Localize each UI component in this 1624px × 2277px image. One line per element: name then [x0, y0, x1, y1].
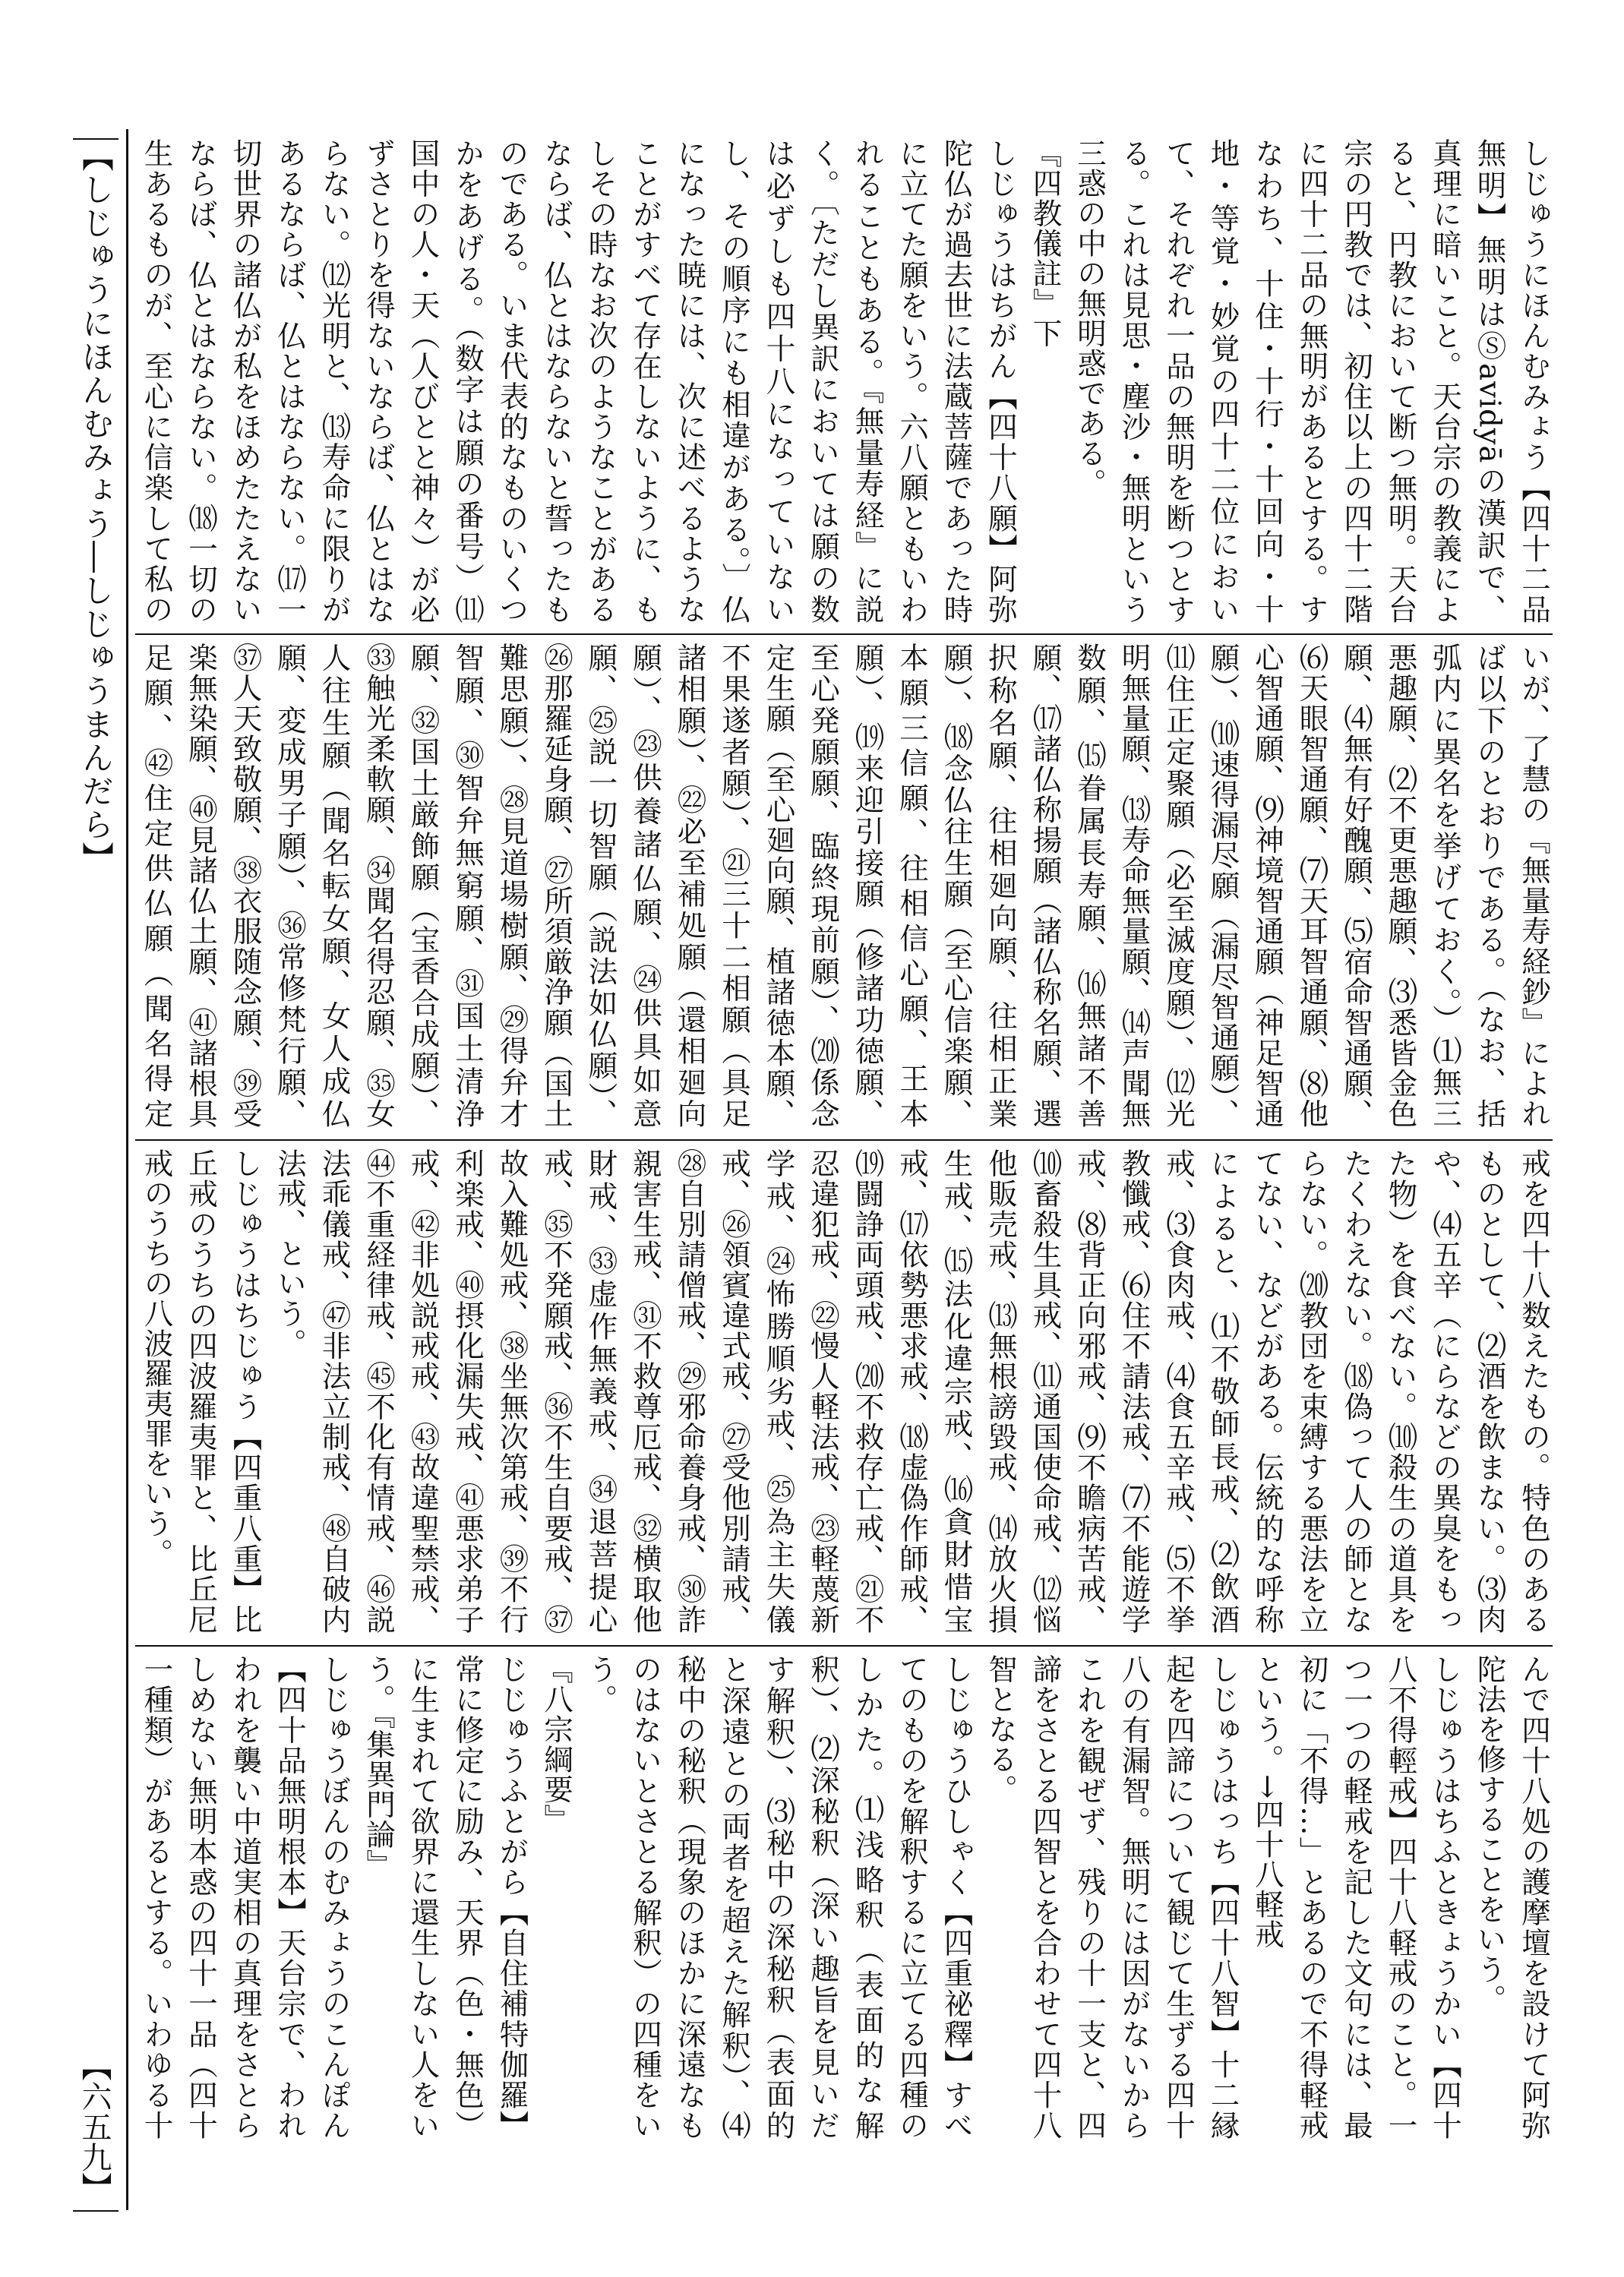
tier-2	[135, 643, 1556, 1129]
entry-text: しじゅうはちがん【四十八願】阿弥陀仏が過去世に法蔵菩薩であった時に立てた願をいう。六八願ともいわれることもある。『無量寿経』に説く。〔ただし異訳においては願の数は必ずしも四十八になっていないし、その順序にも相違がある。〕仏になった暁には、次に述べるようなことがすべて存在しないように、もしその時なお次のようなことがあるならば、仏とはならないと誓ったものである。いま代表的なものいくつかをあげる。（数字は願の番号）⑾国中の人・天（人びとと神々）が必ずさとりを得ないならば、仏とはならない。⑿光明と、⒀寿命に限りがあるならば、仏とはならない。⒄一切世界の諸仏が私をほめたたえないならば、仏とはならない。⒅一切の生あるものが、至心に信楽して私の	[139, 138, 1018, 624]
tier-3	[135, 1148, 1556, 1634]
citation: 『八宗綱要』	[539, 1654, 573, 1834]
tier-divider	[135, 633, 1553, 635]
citation: 『四教儀註』下	[1028, 138, 1063, 349]
entry-text: しじゅうはっち【四十八智】十二縁起を四諦について観じて生ずる四十八の有漏智。無明には因がないからこれを観ぜず、残りの十一支と、四諦をさとる四智とを合わせて四十八智となる。	[984, 1654, 1240, 2140]
tier-divider	[135, 1139, 1553, 1141]
running-head: 【しじゅうにほんむみょう―しじゅうまんだら】	[73, 138, 118, 2212]
entry-text: しじゅうはちふときょうかい【四十八不得輕戒】四十八軽戒のこと。一つ一つの軽戒を記した文句には、最初に「不得…」とあるので不得軽戒という。→四十八軽戒	[1250, 1654, 1462, 2140]
entry-text: じじゅうふとがら【自住補特伽羅】常に修定に励み、天界（色・無色）に生まれて欲界に還生しない人をいう。『集異門論』	[362, 1654, 529, 2140]
tier-4	[135, 1654, 1556, 2140]
tier-1	[135, 138, 1556, 624]
entry-text: 戒を四十八数えたもの。特色のあるものとして、⑵酒を飲まない。⑶肉や、⑷五辛（にらなどの異臭をもった物）を食べない。⑽殺生の道具をたくわえない。⒅偽って人の師とならない。⒇教団を束縛する悪法を立てない、などがある。伝統的な呼称によると、⑴不敬師長戒、⑵飲酒戒、⑶食肉戒、⑷食五辛戒、⑸不挙教懺戒、⑹住不請法戒、⑺不能遊学戒、⑻背正向邪戒、⑼不瞻病苦戒、⑽畜殺生具戒、⑾通国使命戒、⑿悩他販売戒、⒀無根謗毀戒、⒁放火損生戒、⒂法化違宗戒、⒃貪財惜宝戒、⒄依勢悪求戒、⒅虚偽作師戒、⒆闘諍両頭戒、⒇不救存亡戒、㉑不忍違犯戒、㉒慢人軽法戒、㉓軽蔑新学戒、㉔怖勝順劣戒、㉕為主失儀戒、㉖領賓違式戒、㉗受他別請戒、㉘自別請僧戒、㉙邪命養身戒、㉚詐親害生戒、㉛不救尊厄戒、㉜横取他財戒、㉝虚作無義戒、㉞退菩提心戒、㉟不発願戒、㊱不生自要戒、㊲故入難処戒、㊳坐無次第戒、㊴不行利楽戒、㊵摂化漏失戒、㊶悪求弟子戒、㊷非処説戒戒、㊸故違聖禁戒、㊹不重経律戒、㊺不化有情戒、㊻説法乖儀戒、㊼非法立制戒、㊽自破内法戒、という。	[273, 1148, 1551, 1634]
entry-text: しじゅうにほんむみょう【四十二品無明】無明はⓈavidyāの漢訳で、真理に暗いこと。天台宗の教義によると、円教において断つ無明。天台宗の円教では、初住以上の四十二階に四十二品の無明があるとする。すなわち、十住・十行・十回向・十地・等覚・妙覚の四十二位において、それぞれ一品の無明を断つとする。これは見思・塵沙・無明という三惑の中の無明惑である。	[1073, 138, 1551, 624]
entry-text: しじゅうひしゃく【四重祕釋】すべてのものを解釈するに立てる四種のしかた。⑴浅略釈（表面的な解釈）、⑵深秘釈（深い趣旨を見いだす解釈）、⑶秘中の深秘釈（表面的と深遠との両者を超えた解釈）、⑷秘中の秘釈（現象のほかに深遠なものはないとさとる解釈）の四種をいう。	[583, 1654, 974, 2140]
tier-divider	[135, 1645, 1553, 1647]
entry-text: しじゅうぼんのむみょうのこんぽん【四十品無明根本】天台宗で、われわれを襲い中道実相の真理をさとらしめない無明本惑の四十一品（四十一種類）があるとする。いわゆる十	[139, 1654, 352, 2140]
entry-text: しじゅうはちじゅう【四重八重】比丘戒のうちの四波羅夷罪と、比丘尼戒のうちの八波羅夷罪をいう。	[139, 1148, 263, 1634]
entry-text: んで四十八処の護摩壇を設けて阿弥陀法を修することをいう。	[1472, 1654, 1551, 2140]
page-number: 【六五九】	[77, 2051, 112, 2203]
entry-text: いが、了慧の『無量寿経鈔』によれば以下のとおりである。（なお、括弧内に異名を挙げておく。）⑴無三悪趣願、⑵不更悪趣願、⑶悉皆金色願、⑷無有好醜願、⑸宿命智通願、⑹天眼智通願、⑺天耳智通願、⑻他心智通願、⑼神境智通願（神足智通願）、⑽速得漏尽願（漏尽智通願）、⑾住正定聚願（必至滅度願）、⑿光明無量願、⒀寿命無量願、⒁声聞無数願、⒂眷属長寿願、⒃無諸不善願、⒄諸仏称揚願（諸仏称名願、選択称名願、往相廻向願、往相正業願）、⒅念仏往生願（至心信楽願、本願三信願、往相信心願、王本願）、⒆来迎引接願（修諸功徳願、至心発願願、臨終現前願）、⒇係念定生願（至心廻向願、植諸徳本願、不果遂者願）、㉑三十二相願（具足諸相願）、㉒必至補処願（還相廻向願）、㉓供養諸仏願、㉔供具如意願、㉕説一切智願（説法如仏願）、㉖那羅延身願、㉗所須厳浄願（国土難思願）、㉘見道場樹願、㉙得弁才智願、㉚智弁無窮願、㉛国土清浄願、㉜国土厳飾願（宝香合成願）、㉝触光柔軟願、㉞聞名得忍願、㉟女人往生願（聞名転女願、女人成仏願、変成男子願）、㊱常修梵行願、㊲人天致敬願、㊳衣服随念願、㊴受楽無染願、㊵見諸仏土願、㊶諸根具足願、㊷住定供仏願（聞名得定	[139, 643, 1551, 1129]
